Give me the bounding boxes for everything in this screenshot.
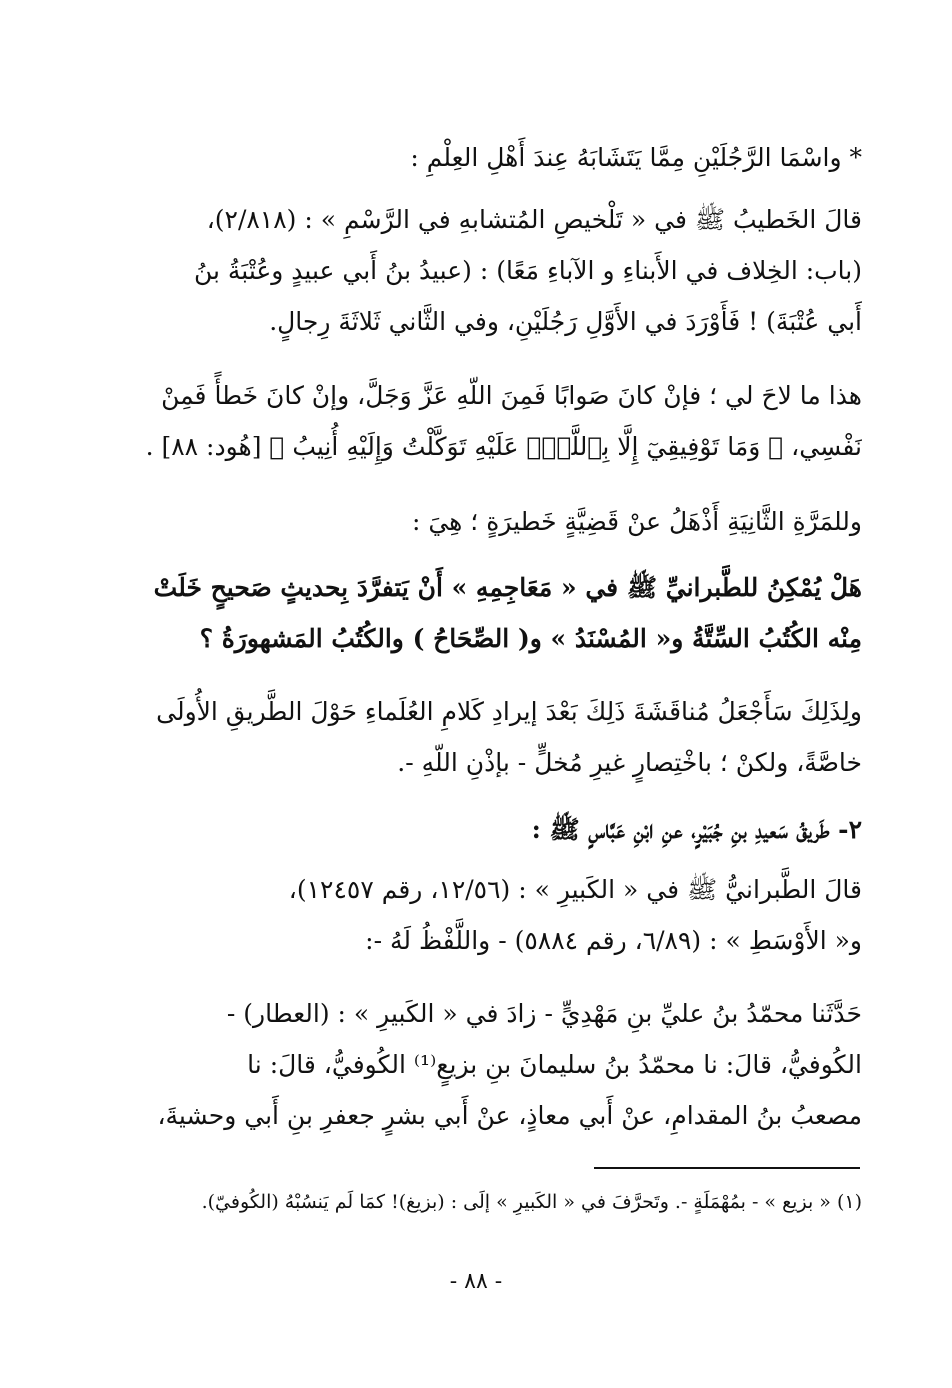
- page-number: - ٨٨ -: [449, 1269, 503, 1294]
- paragraph-reflection: [100, 370, 862, 472]
- footnote: (١) « بزيع » - بمُهْمَلَةٍ -. وتَحرَّفَ في « الكَبيرِ » إلَى : (بزيغ)! كمَا لَم يَنسُبْهُ (الكُوفيّ).: [201, 1191, 862, 1213]
- text-line: الكُوفيُّ، قالَ: نا محمّدُ بنُ سليمانَ بنِ بزيعٍ⁽¹⁾ الكُوفيُّ، قالَ: نا: [247, 1050, 862, 1079]
- paragraph-question: [100, 562, 862, 664]
- paragraph-khatib-quote: [100, 194, 862, 347]
- paragraph-second-time: [100, 496, 862, 547]
- text-line: خاصَّةً، ولكنْ ؛ باخْتِصارٍ غيرِ مُخلٍّ - بإذْنِ اللّهِ -.: [397, 748, 862, 777]
- paragraph-heading-two-names: [100, 132, 862, 183]
- text-line: * واسْمَا الرَّجُلَيْنِ مِمَّا يَتَشَابَهُ عِندَ أَهْلِ العِلْمِ :: [410, 143, 862, 172]
- text-line: مصعبُ بنُ المقدامِ، عنْ أَبي معاذٍ، عنْ أَبي بشرٍ جعفرِ بنِ أَبي وحشيةَ،: [157, 1101, 862, 1130]
- paragraph-tabarani-quote: [100, 864, 862, 966]
- footnote-divider: [594, 1167, 860, 1169]
- paragraph-isnad: [100, 988, 862, 1141]
- text-line: حَدَّثَنا محمّدُ بنُ عليِّ بنِ مَهْدِيٍّ - زادَ في « الكَبيرِ » : (العطار) -: [226, 999, 862, 1028]
- text-line: هذا ما لاحَ لي ؛ فإنْ كانَ صَوابًا فَمِنَ اللّهِ عَزَّ وَجَلَّ، وإنْ كانَ خَطأً فَمِنْ: [161, 381, 862, 410]
- text-line: قالَ الخَطيبُ ﷺ في « تَلْخيصِ المُتشابهِ في الرَّسْمِ » : (٢/٨١٨)،: [206, 205, 862, 234]
- paragraph-discussion: [100, 686, 862, 788]
- text-line: وللمَرَّةِ الثَّانِيَةِ أَذْهَلُ عنْ قَضِيَّةٍ خَطيرَةٍ ؛ هِيَ :: [411, 507, 862, 536]
- text-line: ٢- طَريقُ سَعيدِ بنِ جُبَيْرٍ، عنِ ابْنِ عَبَّاسٍ ﷺ :: [531, 815, 862, 844]
- section-2-heading: [100, 804, 862, 855]
- text-line: نَفْسِي، ﴿ وَمَا تَوْفِيقِيٓ إِلَّا بِٱللَّهِۚ عَلَيْهِ تَوَكَّلْتُ وَإِلَيْهِ أُنِيبُ ﴾ [هُود: ٨٨] .: [145, 432, 862, 461]
- text-line: ولِذَلِكَ سَأَجْعَلُ مُناقَشَةَ ذَلِكَ بَعْدَ إيرادِ كَلامِ العُلَماءِ حَوْلَ الطَّريقِ الأُولَى: [156, 697, 862, 726]
- text-line: قالَ الطَّبرانيُّ ﷺ في « الكَبيرِ » : (١٢/٥٦، رقم ١٢٤٥٧)،: [288, 875, 862, 904]
- text-line: هَلْ يُمْكِنُ للطَّبرانيِّ ﷺ في « مَعَاجِمِهِ » أَنْ يَتفرَّدَ بِحديثٍ صَحيحٍ خَلَتْ: [153, 573, 862, 602]
- text-line: و« الأَوْسَطِ » : (٦/٨٩، رقم ٥٨٨٤) - واللَّفْظُ لَهُ -:: [365, 926, 862, 955]
- text-line: (باب: الخِلاف في الأَبناءِ و الآباءِ مَعًا) : (عبيدُ بنُ أَبي عبيدٍ وعُتْبَةُ بنُ: [193, 256, 862, 285]
- text-line: مِنْه الكُتُبُ السِّتَّةُ و« المُسْنَدُ » و( الصِّحَاحُ ) والكُتُبُ المَشهورَةُ ؟: [199, 624, 862, 653]
- text-line: أَبي عُتْبَةَ) ! فَأَوْرَدَ في الأَوَّلِ رَجُلَيْنِ، وفي الثَّاني ثَلاثَةَ رِجالٍ.: [269, 307, 862, 336]
